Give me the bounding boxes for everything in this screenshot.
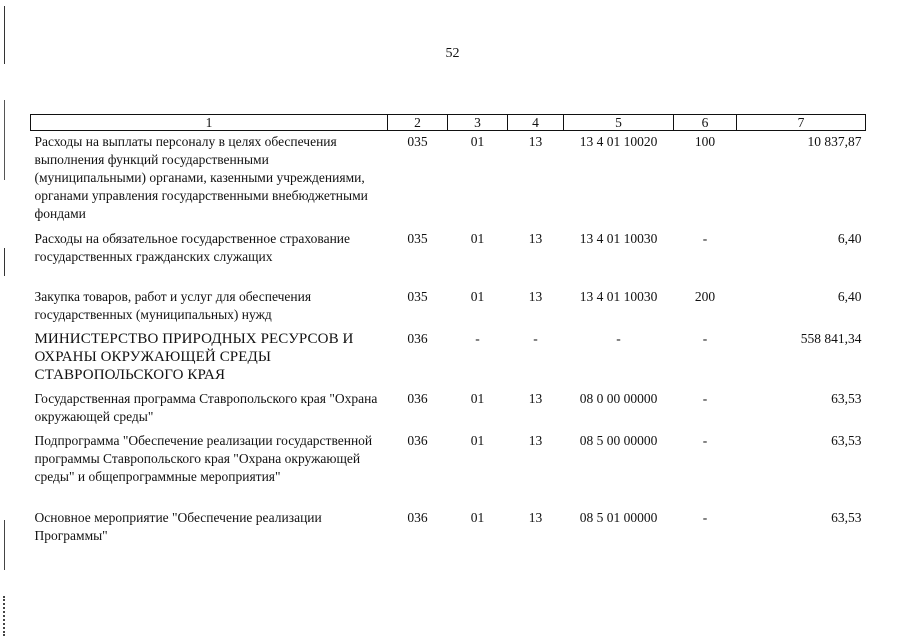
page-number: 52 [445, 46, 460, 61]
amount: 63,53 [831, 509, 862, 525]
table-row [31, 507, 866, 549]
subsection-code: 13 [528, 390, 543, 406]
expense-name: Основное мероприятие "Обеспечение реализации Программы" [34, 509, 322, 543]
section-code: - [475, 330, 480, 346]
expense-name: Подпрограмма "Обеспечение реализации государственной программы Ставропольского края "Охрана окружающей среды" и общепрограммные мероприятия" [34, 432, 373, 484]
section-code: 01 [470, 134, 485, 149]
subsection-code: 13 [528, 432, 543, 448]
expense-type-code: - [702, 230, 708, 246]
ministry-code: 036 [407, 509, 428, 525]
target-article-code: 13 4 01 10020 [579, 134, 658, 149]
column-header-1: 1 [31, 115, 388, 131]
ministry-code: 035 [407, 288, 428, 304]
section-code: 01 [470, 390, 485, 406]
subsection-code: 13 [528, 230, 543, 246]
section-code: 01 [470, 509, 485, 525]
target-article-code: 13 4 01 10030 [579, 288, 658, 304]
target-article-code: 08 5 01 00000 [579, 509, 658, 525]
expense-type-code: - [702, 509, 708, 525]
amount: 6,40 [837, 230, 862, 246]
ministry-code: 036 [407, 432, 428, 448]
table-row [31, 131, 866, 228]
subsection-code: - [533, 330, 538, 346]
amount: 63,53 [831, 390, 862, 406]
expense-name: Государственная программа Ставропольского края "Охрана окружающей среды" [34, 390, 378, 424]
scan-margin-dots [3, 596, 8, 636]
expense-type-code: 100 [694, 134, 716, 149]
ministry-code: 036 [407, 390, 428, 406]
column-header-6: 6 [674, 115, 737, 131]
subsection-code: 13 [528, 509, 543, 525]
expense-type-code: - [702, 390, 708, 406]
section-code: 01 [470, 288, 485, 304]
scan-margin-line [4, 520, 5, 570]
amount: 10 837,87 [807, 134, 862, 149]
column-header-3: 3 [448, 115, 508, 131]
target-article-code: 13 4 01 10030 [579, 230, 658, 246]
table-row [31, 328, 866, 388]
subsection-code: 13 [528, 134, 543, 149]
expense-name: Закупка товаров, работ и услуг для обеспечения государственных (муниципальных) нужд [34, 288, 312, 322]
section-code: 01 [470, 230, 485, 246]
expense-name: Расходы на выплаты персоналу в целях обеспечения выполнения функций государственными (муниципальными) органами, казенными учреждениями, органами управления государственными внебюджетными фондами [34, 134, 368, 221]
section-code: 01 [470, 432, 485, 448]
budget-table [30, 114, 866, 549]
ministry-code: 035 [407, 134, 428, 149]
expense-name: Расходы на обязательное государственное страхование государственных гражданских служащих [34, 230, 351, 264]
header-row [31, 115, 866, 131]
column-header-5: 5 [564, 115, 674, 131]
expense-type-code: 200 [694, 288, 716, 304]
expense-type-code: - [702, 330, 708, 346]
target-article-code: - [616, 330, 621, 346]
table-row [31, 430, 866, 507]
target-article-code: 08 0 00 00000 [579, 390, 658, 406]
ministry-name: МИНИСТЕРСТВО ПРИРОДНЫХ РЕСУРСОВ И ОХРАНЫ ОКРУЖАЮЩЕЙ СРЕДЫ СТАВРОПОЛЬСКОГО КРАЯ [34, 330, 354, 383]
scan-margin-line [4, 100, 5, 180]
ministry-code: 036 [407, 330, 428, 346]
column-header-4: 4 [508, 115, 564, 131]
amount: 6,40 [837, 288, 862, 304]
target-article-code: 08 5 00 00000 [579, 432, 658, 448]
table-row [31, 286, 866, 328]
amount: 558 841,34 [800, 330, 862, 346]
subsection-code: 13 [528, 288, 543, 304]
column-header-7: 7 [737, 115, 866, 131]
ministry-code: 035 [407, 230, 428, 246]
scan-margin-line [4, 248, 5, 276]
table-row [31, 388, 866, 430]
expense-type-code: - [702, 432, 708, 448]
table-row [31, 228, 866, 286]
column-header-2: 2 [388, 115, 448, 131]
amount: 63,53 [831, 432, 862, 448]
